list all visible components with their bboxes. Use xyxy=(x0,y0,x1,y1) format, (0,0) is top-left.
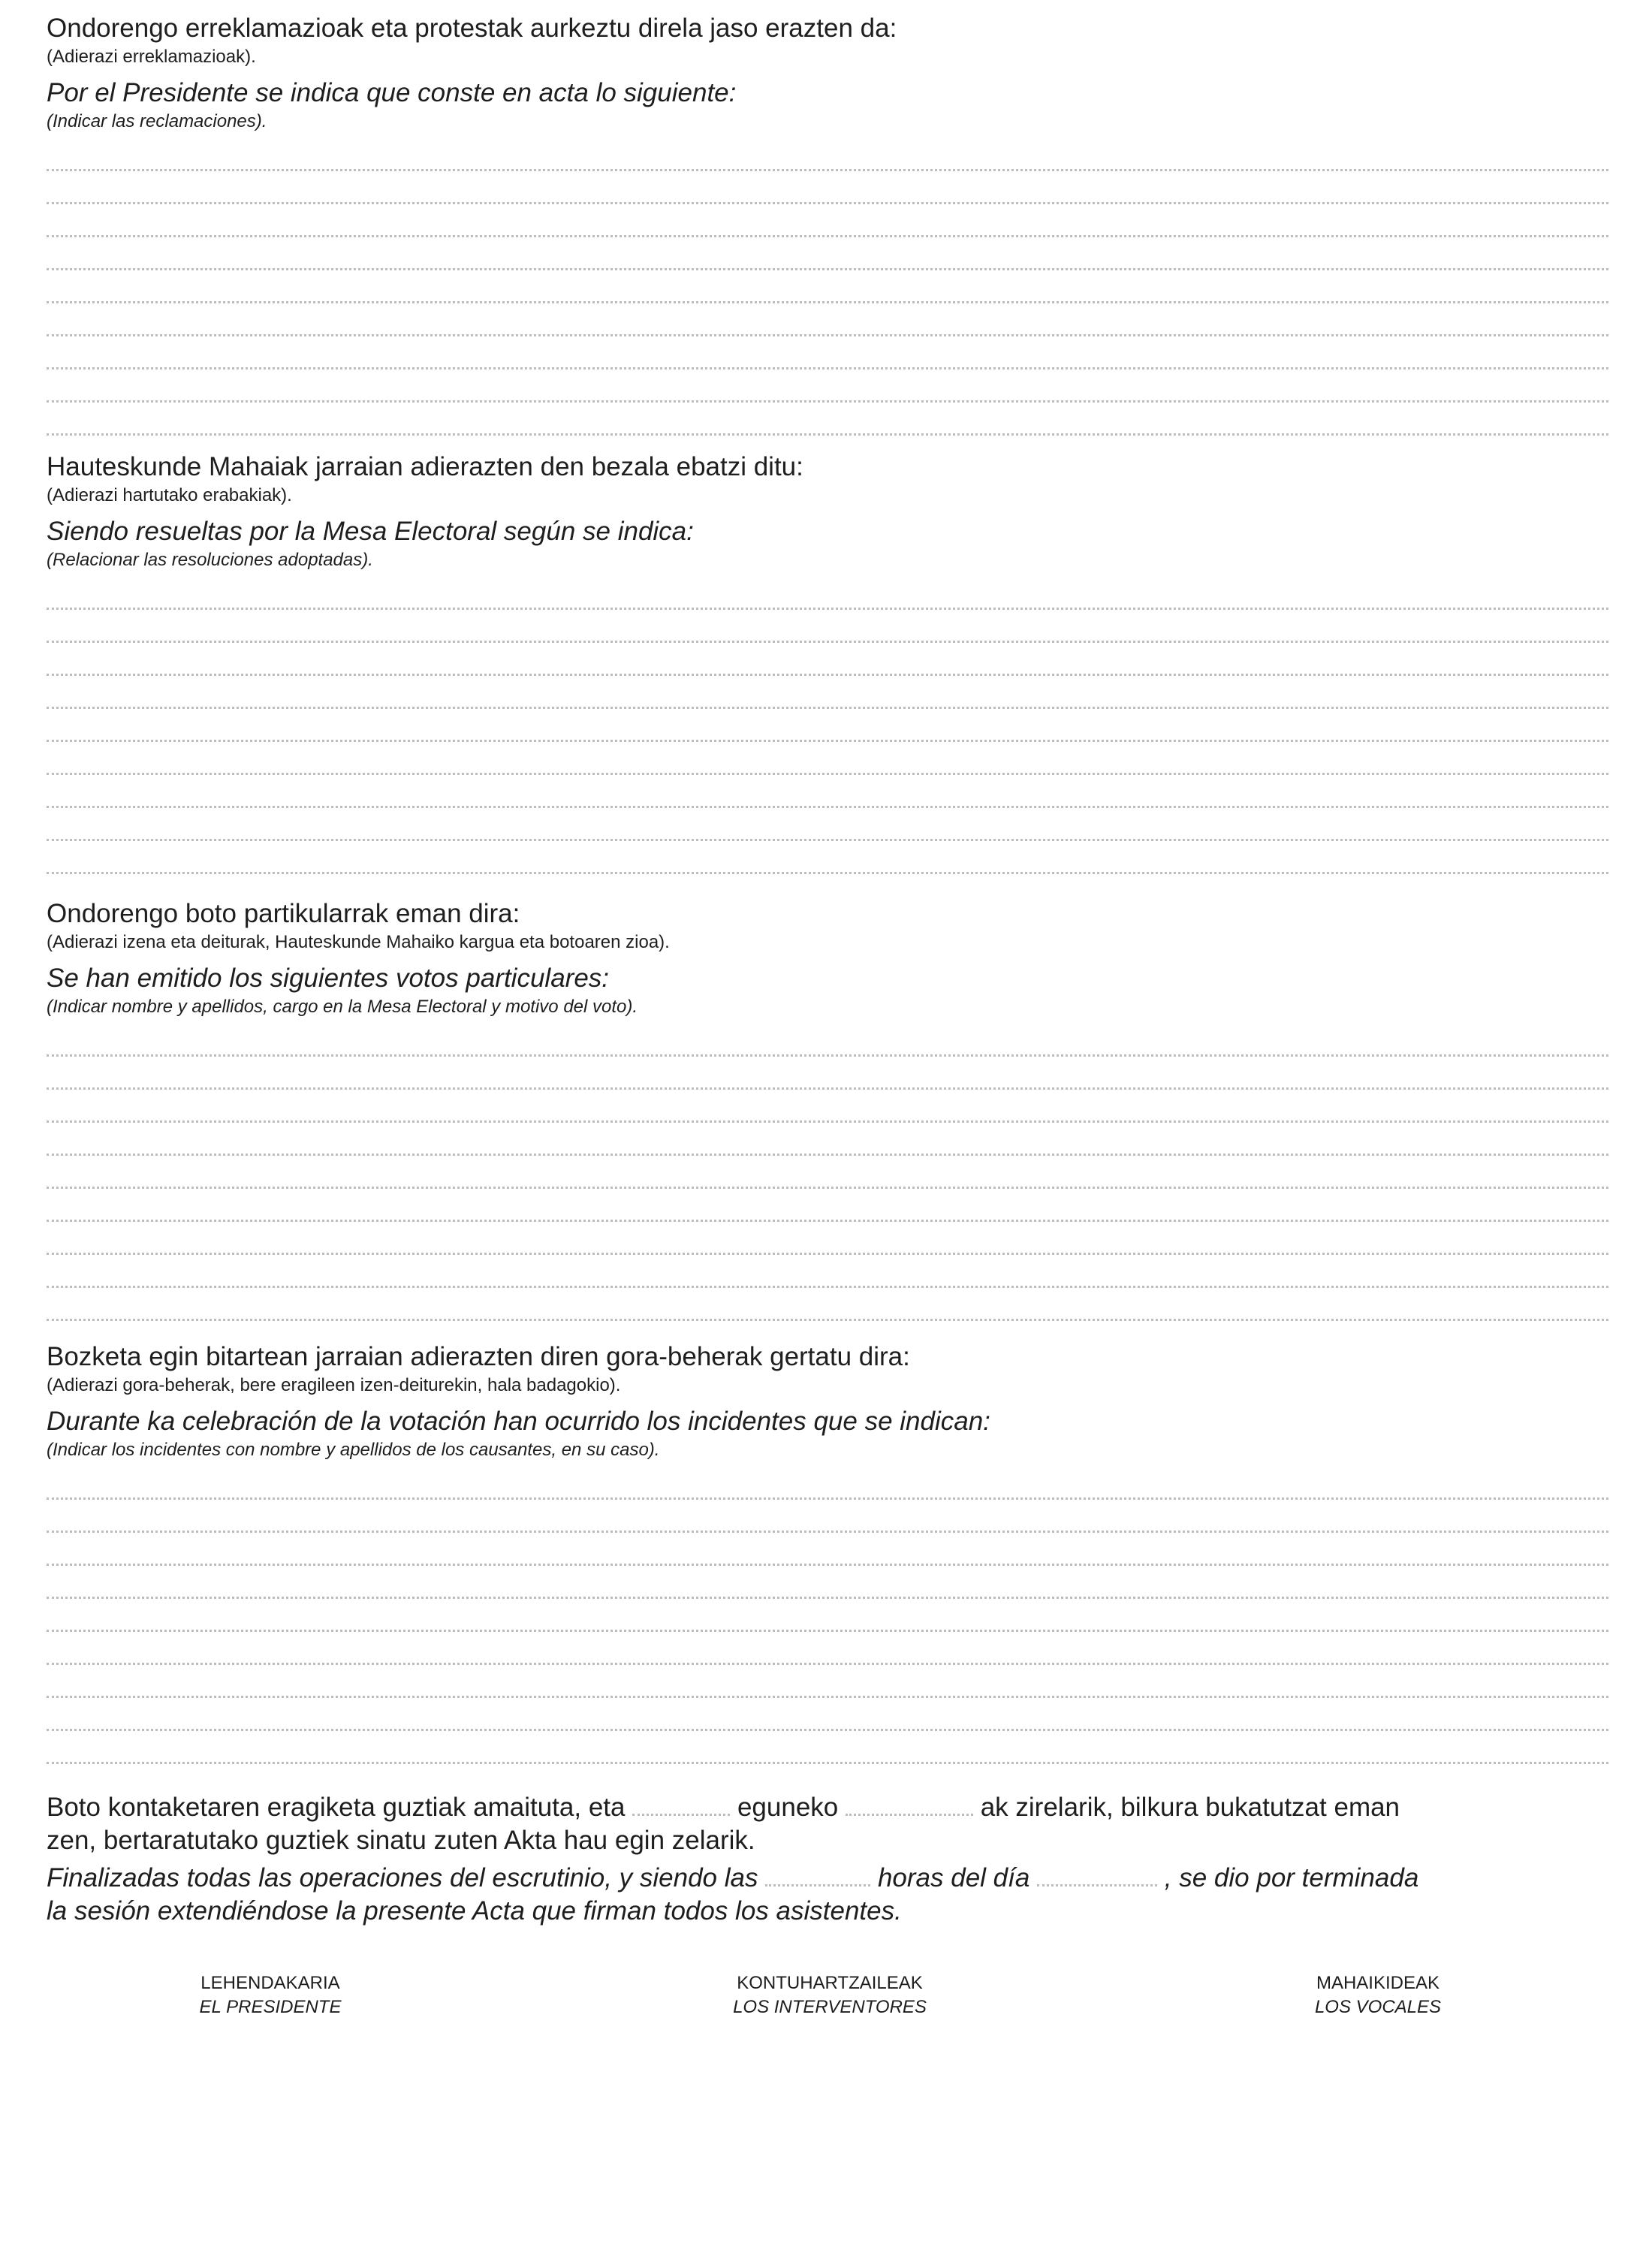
incidents-section xyxy=(47,1341,1608,1764)
closing-es-line1 xyxy=(47,1862,1608,1895)
reclamations-text-area[interactable] xyxy=(47,138,1608,436)
signature-interventors xyxy=(672,1971,987,2019)
signature-label-es: LOS VOCALES xyxy=(1314,1997,1442,2017)
section-heading-eu: Ondorengo boto partikularrak eman dira: xyxy=(47,899,520,928)
closing-es-text-2: horas del día xyxy=(877,1863,1030,1893)
reclamations-section xyxy=(47,12,1608,436)
section-note-eu: (Adierazi hartutako erabakiak). xyxy=(47,485,292,505)
section-note-es: (Indicar las reclamaciones). xyxy=(47,111,267,131)
section-heading-es: Siendo resueltas por la Mesa Electoral según se indica: xyxy=(47,517,694,546)
incidents-text-area[interactable] xyxy=(47,1467,1608,1764)
section-note-eu: (Adierazi gora-beherak, bere eragileen izen-deiturekin, hala badagokio). xyxy=(47,1375,621,1395)
count-blank-2[interactable] xyxy=(846,1794,973,1816)
section-heading-es: Por el Presidente se indica que conste en acta lo siguiente: xyxy=(47,78,737,107)
signature-vocals xyxy=(1220,1971,1536,2019)
section-heading-es: Durante ka celebración de la votación han ocurrido los incidentes que se indican: xyxy=(47,1407,990,1436)
closing-es-line2: la sesión extendiéndose la presente Acta que firman todos los asistentes. xyxy=(47,1896,902,1926)
particular-votes-section xyxy=(47,897,1608,1321)
signature-label-eu: LEHENDAKARIA xyxy=(200,1973,340,1993)
day-blank[interactable] xyxy=(1037,1865,1157,1886)
section-note-eu: (Adierazi izena eta deiturak, Hauteskunde Mahaiko kargua eta botoaren zioa). xyxy=(47,932,670,952)
particular-votes-text-area[interactable] xyxy=(47,1024,1608,1321)
section-heading-es: Se han emitido los siguientes votos particulares: xyxy=(47,964,610,993)
closing-es-text-3: , se dio por terminada xyxy=(1164,1863,1419,1893)
section-note-es: (Relacionar las resoluciones adoptadas). xyxy=(47,550,373,570)
signature-label-eu: MAHAIKIDEAK xyxy=(1316,1973,1440,1993)
count-blank-1[interactable] xyxy=(632,1794,730,1816)
section-note-es: (Indicar nombre y apellidos, cargo en la Mesa Electoral y motivo del voto). xyxy=(47,997,638,1017)
section-note-es: (Indicar los incidentes con nombre y apellidos de los causantes, en su caso). xyxy=(47,1440,660,1460)
resolutions-section xyxy=(47,451,1608,874)
signature-label-es: LOS INTERVENTORES xyxy=(733,1997,927,2017)
signature-label-es: EL PRESIDENTE xyxy=(199,1997,342,2017)
section-note-eu: (Adierazi erreklamazioak). xyxy=(47,47,256,67)
section-heading-eu: Bozketa egin bitartean jarraian adierazten diren gora-beherak gertatu dira: xyxy=(47,1342,910,1371)
closing-eu-line1 xyxy=(47,1791,1608,1824)
closing-eu-text-3: ak zirelarik, bilkura bukatutzat eman xyxy=(980,1793,1400,1822)
section-heading-eu: Hauteskunde Mahaiak jarraian adierazten den bezala ebatzi ditu: xyxy=(47,452,803,481)
closing-eu-text-2: eguneko xyxy=(737,1793,839,1822)
closing-eu-line2: zen, bertaratutako guztiek sinatu zuten Akta hau egin zelarik. xyxy=(47,1826,755,1855)
section-heading-eu: Ondorengo erreklamazioak eta protestak aurkeztu direla jaso erazten da: xyxy=(47,14,897,43)
signature-label-eu: KONTUHARTZAILEAK xyxy=(737,1973,923,1993)
signature-president xyxy=(113,1971,428,2019)
closing-eu-text-1: Boto kontaketaren eragiketa guztiak amaituta, eta xyxy=(47,1793,626,1822)
closing-es-text-1: Finalizadas todas las operaciones del escrutinio, y siendo las xyxy=(47,1863,758,1893)
closing-statement xyxy=(47,1791,1608,1928)
hour-blank[interactable] xyxy=(765,1865,870,1886)
resolutions-text-area[interactable] xyxy=(47,577,1608,874)
